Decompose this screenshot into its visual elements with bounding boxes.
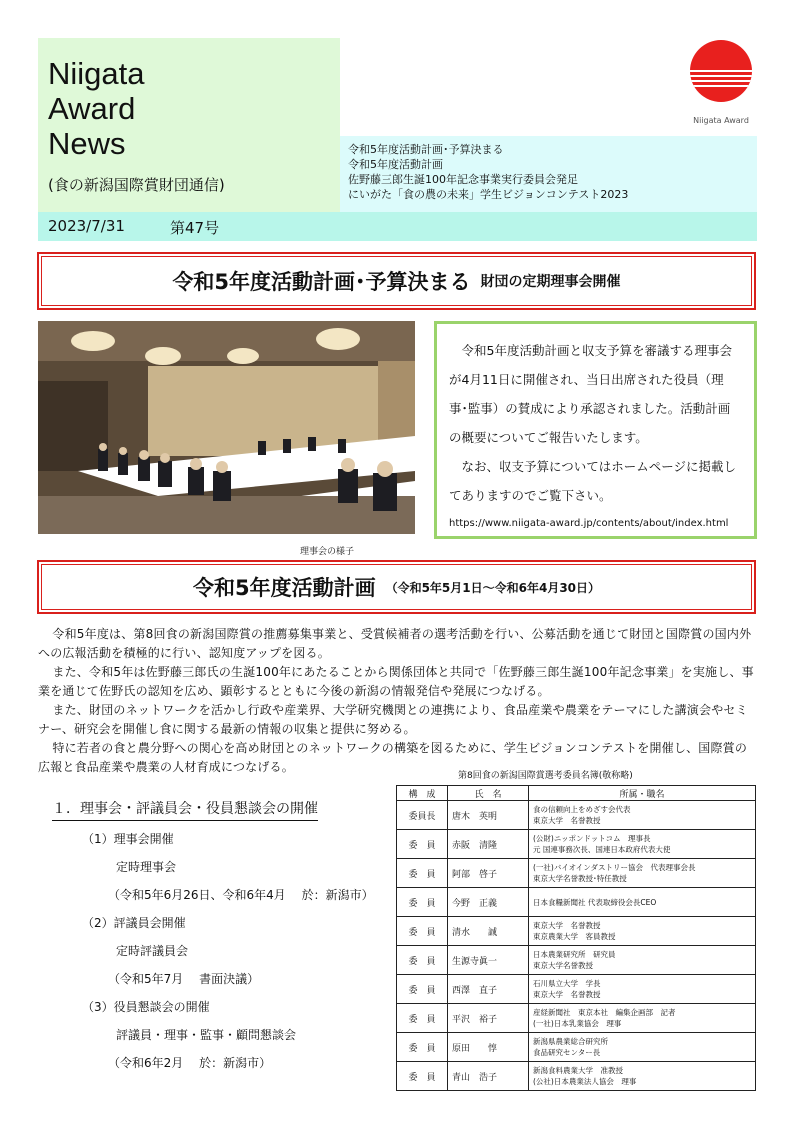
table-header-row: [397, 786, 756, 801]
table-row: [397, 801, 756, 830]
outline-label: （2）評議員会開催: [82, 916, 186, 930]
headline-main: 令和5年度活動計画: [192, 576, 376, 600]
outline-detail: （令和5年6月26日、令和6年4月 於：新潟市）: [108, 888, 374, 902]
outline-name: 定時評議員会: [116, 944, 189, 958]
affiliation-line: 産経新聞社 東京本社 編集企画部 記者: [533, 1008, 676, 1017]
affiliation-line: 東京農業大学 客員教授: [533, 932, 616, 941]
affiliation-line: (一社)日本乳業協会 理事: [533, 1019, 622, 1028]
notice-box: [434, 321, 757, 539]
outline-label: （1）理事会開催: [82, 832, 174, 846]
logo-sun-icon: [690, 40, 752, 102]
member-role: 委 員: [397, 859, 448, 888]
member-role: 委 員: [397, 1004, 448, 1033]
affiliation-line: 新潟県農業総合研究所: [533, 1037, 608, 1046]
member-role: 委員長: [397, 801, 448, 830]
member-affiliation: [529, 1004, 756, 1033]
contents-item: 令和5年度活動計画: [348, 158, 443, 171]
outline-detail: （令和6年2月 於：新潟市）: [108, 1056, 272, 1070]
member-name: 生源寺眞一: [448, 946, 529, 975]
member-name: 原田 惇: [448, 1033, 529, 1062]
headline-budget: [37, 252, 756, 310]
member-name: 清水 誠: [448, 917, 529, 946]
member-affiliation: [529, 1062, 756, 1091]
member-role: 委 員: [397, 975, 448, 1004]
table-row: [397, 1062, 756, 1091]
member-affiliation: [529, 801, 756, 830]
member-name: 青山 浩子: [448, 1062, 529, 1091]
member-name: 唐木 英明: [448, 801, 529, 830]
member-affiliation: [529, 888, 756, 917]
outline-name: 評議員・理事・監事・顧問懇談会: [116, 1028, 297, 1042]
masthead-title-block: [38, 38, 340, 212]
board-meeting-photo: [38, 321, 415, 534]
affiliation-line: (一社)バイオインダストリー協会 代表理事会長: [533, 863, 696, 872]
member-role: 委 員: [397, 1033, 448, 1062]
member-affiliation: [529, 946, 756, 975]
outline-label: （3）役員懇談会の開催: [82, 1000, 210, 1014]
member-affiliation: [529, 830, 756, 859]
contents-item: 令和5年度活動計画･予算決まる: [348, 143, 504, 156]
member-name: 平沢 裕子: [448, 1004, 529, 1033]
contents-item: にいがた「食の農の未来」学生ビジョンコンテスト2023: [348, 188, 629, 201]
member-role: 委 員: [397, 830, 448, 859]
affiliation-line: (公財)ニッポンドットコム 理事長: [533, 834, 651, 843]
notice-paragraph: なお、収支予算についてはホームページに掲載してありますのでご覧下さい。: [449, 459, 737, 503]
table-row: [397, 946, 756, 975]
table-row: [397, 830, 756, 859]
affiliation-line: (公社)日本農業法人協会 理事: [533, 1077, 637, 1086]
member-role: 委 員: [397, 1062, 448, 1091]
affiliation-line: 東京大学 名誉教授: [533, 816, 601, 825]
member-affiliation: [529, 1033, 756, 1062]
photo-caption: 理事会の様子: [300, 547, 355, 557]
member-name: 阿部 啓子: [448, 859, 529, 888]
homepage-url[interactable]: https://www.niigata-award.jp/contents/about/index.html: [449, 518, 729, 529]
member-name: 今野 正義: [448, 888, 529, 917]
affiliation-line: 東京大学 名誉教授: [533, 990, 601, 999]
affiliation-line: 日本農業研究所 研究員: [533, 950, 616, 959]
affiliation-line: 食品研究センター長: [533, 1048, 601, 1057]
table-row: [397, 859, 756, 888]
newsletter-title: Niigata Award News: [48, 56, 145, 161]
member-affiliation: [529, 917, 756, 946]
issue-bar: [38, 212, 757, 241]
affiliation-line: 元 国連事務次長、国連日本政府代表大使: [533, 845, 671, 854]
issue-date: 2023/7/31: [48, 217, 125, 235]
body-paragraph: また、財団のネットワークを活かし行政や産業界、大学研究機関との連携により、食品産業や農業をテーマにした講演会やセミナー、研究会を開催し食に関する最新の情報の収集と提供に努める。: [38, 703, 748, 736]
affiliation-line: 日本食糧新聞社 代表取締役会長CEO: [533, 897, 657, 907]
member-name: 西澤 直子: [448, 975, 529, 1004]
affiliation-line: 食の信頼向上をめざす会代表: [533, 805, 631, 814]
table-row: [397, 1004, 756, 1033]
headline-main: 令和5年度活動計画･予算決まる: [172, 270, 471, 294]
notice-paragraph: 令和5年度活動計画と収支予算を審議する理事会が4月11日に開催され、当日出席された役員（理事･監事）の賛成により承認されました。活動計画の概要についてご報告いたします。: [449, 343, 732, 445]
activity-plan-body: [38, 625, 757, 777]
body-paragraph: 特に若者の食と農分野への関心を高め財団とのネットワークの構築を図るために、学生ビジョンコンテストを開催し、国際賞の広報と食品産業や農業の人材育成につなげる。: [38, 741, 748, 774]
body-paragraph: 令和5年度は、第8回食の新潟国際賞の推薦募集事業と、受賞候補者の選考活動を行い、公募活動を通じて財団と国際賞の国内外への広報活動を積極的に行い、認知度アップを図る。: [38, 627, 752, 660]
column-header: 所属・職名: [529, 786, 756, 801]
member-role: 委 員: [397, 946, 448, 975]
column-header: 氏 名: [448, 786, 529, 801]
committee-table-title: 第8回食の新潟国際賞選考委員名簿(敬称略): [458, 771, 633, 781]
affiliation-line: 新潟食料農業大学 准教授: [533, 1066, 623, 1075]
affiliation-line: 東京大学名誉教授: [533, 961, 593, 970]
member-role: 委 員: [397, 917, 448, 946]
affiliation-line: 東京大学名誉教授･特任教授: [533, 874, 627, 883]
table-row: [397, 917, 756, 946]
member-name: 赤阪 清隆: [448, 830, 529, 859]
member-affiliation: [529, 975, 756, 1004]
contents-list: [340, 136, 757, 212]
logo-text: Niigata Award: [693, 116, 749, 125]
section-1-title: １．理事会・評議員会・役員懇談会の開催: [52, 798, 318, 821]
headline-activity-plan: [37, 560, 756, 614]
newsletter-subtitle: (食の新潟国際賞財団通信): [48, 176, 225, 194]
outline-name: 定時理事会: [116, 860, 177, 874]
outline-detail: （令和5年7月 書面決議）: [108, 972, 260, 986]
affiliation-line: 東京大学 名誉教授: [533, 921, 601, 930]
headline-sub: 財団の定期理事会開催: [480, 274, 621, 290]
headline-sub: （令和5年5月1日～令和6年4月30日）: [385, 580, 601, 595]
niigata-award-logo: [685, 38, 757, 132]
column-header: 構 成: [397, 786, 448, 801]
affiliation-line: 石川県立大学 学長: [533, 979, 601, 988]
member-affiliation: [529, 859, 756, 888]
member-role: 委 員: [397, 888, 448, 917]
contents-item: 佐野藤三郎生誕100年記念事業実行委員会発足: [348, 173, 578, 186]
table-row: [397, 975, 756, 1004]
issue-number: 第47号: [170, 219, 220, 237]
table-row: [397, 1033, 756, 1062]
body-paragraph: また、令和5年は佐野藤三郎氏の生誕100年にあたることから関係団体と共同で「佐野藤三郎生誕100年記念事業」を実施し、事業を通じて佐野氏の認知を広め、顕彰するとともに今後の新潟の情報発信や発展につなげる。: [38, 665, 754, 698]
table-row: [397, 888, 756, 917]
committee-table: [396, 785, 756, 1091]
